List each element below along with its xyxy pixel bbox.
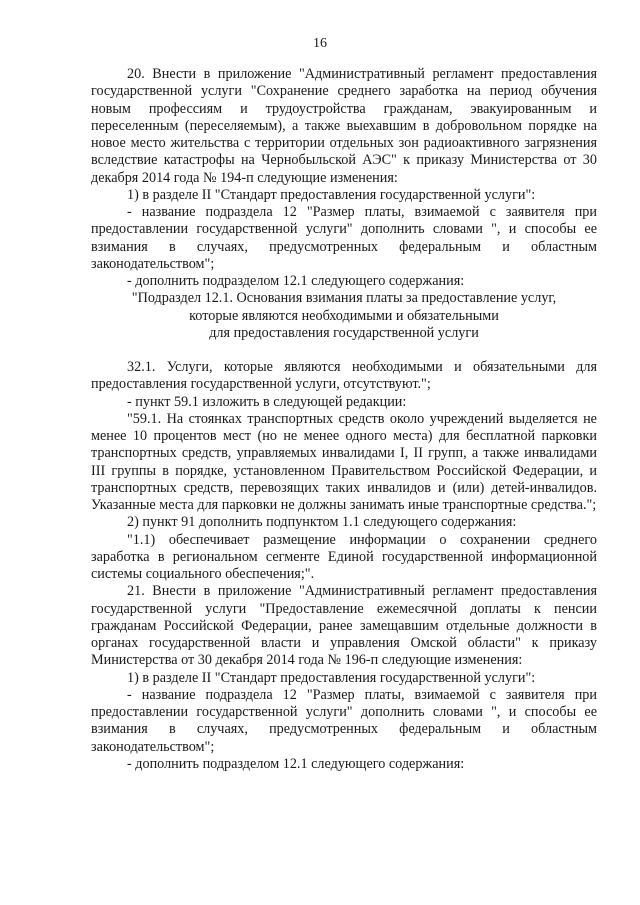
paragraph-item-1-1: "1.1) обеспечивает размещение информации о сохранении среднего заработка в региональном сегменте Единой государственной информационной системы социального обеспечения;".	[91, 531, 597, 582]
subsection-heading-line-2: которые являются необходимыми и обязательными	[189, 307, 499, 324]
paragraph-item-21: 21. Внести в приложение "Административный регламент предоставления государственной услуги "Предоставление ежемесячной доплаты к пенсии гражданам Российской Федерации, ранее замещавшим отдельные должности в органах государственной власти и управления Омской области" к приказу Министерства от 30 декабря 2014 года № 196-п следующие изменения:	[91, 583, 597, 669]
subsection-heading-line-3: для предоставления государственной услуги	[209, 324, 479, 341]
page-number: 16	[313, 36, 327, 51]
paragraph-subsection-12-title: - название подраздела 12 "Размер платы, взимаемой с заявителя при предоставлении государственной услуги" дополнить словами ", и способы ее взимания в случаях, предусмотренных федеральным и областным законодательством";	[91, 204, 597, 272]
paragraph-32-1: 32.1. Услуги, которые являются необходимыми и обязательными для предоставления государственной услуги, отсутствуют.";	[91, 359, 597, 393]
paragraph-add-subsection-2: - дополнить подразделом 12.1 следующего содержания:	[127, 755, 465, 772]
paragraph-item-20: 20. Внести в приложение "Административный регламент предоставления государственной услуги "Сохранение среднего заработка на период обучения новым профессиям и трудоустройства гражданам, эвакуированным и переселенным (переселяемым), а также выехавшим в добровольном порядке на новое место жительства с территории отдельных зон радиоактивного загрязнения вследствие катастрофы на Чернобыльской АЭС" к приказу Министерства от 30 декабря 2014 года № 194-п следующие изменения:	[91, 66, 597, 186]
paragraph-subsection-12-title-2: - название подраздела 12 "Размер платы, взимаемой с заявителя при предоставлении государственной услуги" дополнить словами ", и способы ее взимания в случаях, предусмотренных федеральным и областным законодательством";	[91, 686, 597, 755]
subsection-heading-line-1: "Подраздел 12.1. Основания взимания платы за предоставление услуг,	[131, 290, 557, 307]
paragraph-item-91: 2) пункт 91 дополнить подпунктом 1.1 следующего содержания:	[127, 514, 517, 531]
document-body	[91, 66, 597, 773]
paragraph-add-subsection: - дополнить подразделом 12.1 следующего содержания:	[127, 273, 465, 289]
paragraph-item-59-1-intro: - пункт 59.1 изложить в следующей редакции:	[127, 393, 407, 410]
paragraph-section-ii: 1) в разделе II "Стандарт предоставления государственной услуги":	[127, 186, 536, 203]
paragraph-item-59-1: "59.1. На стоянках транспортных средств около учреждений выделяется не менее 10 процентов мест (но не менее одного места) для бесплатной парковки транспортных средств, управляемых инвалидами I, II групп, а также инвалидами III группы в порядке, установленном Правительством Российской Федерации, и транспортных средств, перевозящих таких инвалидов и (или) детей-инвалидов. Указанные места для парковки не должны занимать иные транспортные средства.";	[91, 410, 597, 513]
paragraph-section-ii-2: 1) в разделе II "Стандарт предоставления государственной услуги":	[127, 669, 536, 686]
